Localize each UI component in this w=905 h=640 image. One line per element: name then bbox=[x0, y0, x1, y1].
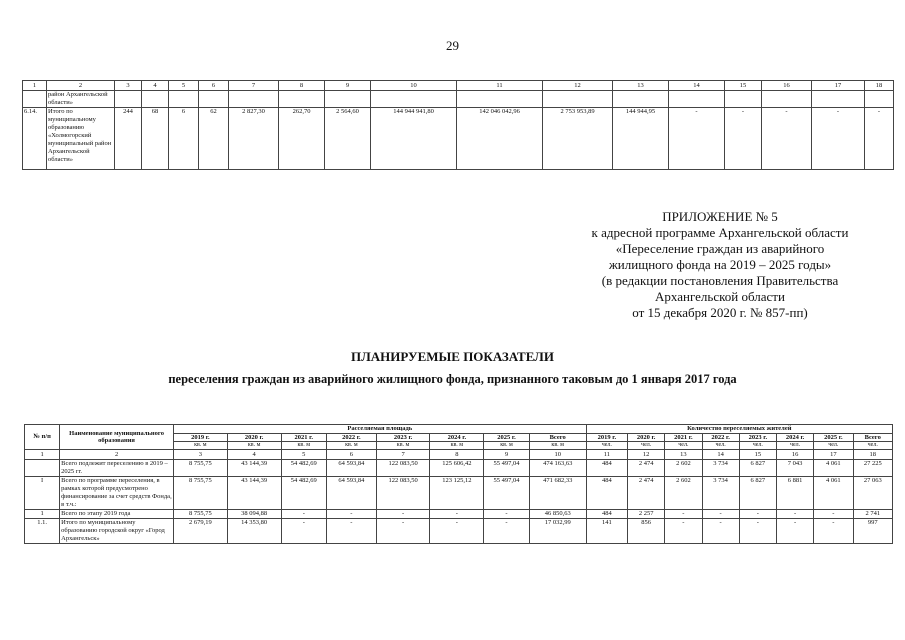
table-cell: 4 061 bbox=[814, 460, 853, 477]
column-number: 11 bbox=[586, 450, 627, 460]
column-number: 9 bbox=[325, 81, 371, 91]
column-number-row bbox=[23, 81, 894, 91]
table-cell: - bbox=[281, 519, 327, 544]
table-cell: - bbox=[484, 519, 530, 544]
table-cell: - bbox=[812, 108, 865, 170]
table-cell: - bbox=[669, 108, 725, 170]
header-unit: кв. м bbox=[227, 442, 281, 450]
column-number: 17 bbox=[812, 81, 865, 91]
table-row bbox=[23, 91, 894, 108]
table-cell: - bbox=[739, 519, 776, 544]
table-cell: 55 497,04 bbox=[484, 460, 530, 477]
table-cell: - bbox=[665, 510, 702, 519]
column-number: 4 bbox=[227, 450, 281, 460]
header-unit: чел. bbox=[702, 442, 739, 450]
table-cell: - bbox=[776, 519, 813, 544]
header-year: 2024 г. bbox=[776, 433, 813, 442]
table-cell: - bbox=[739, 510, 776, 519]
table-cell: 46 850,63 bbox=[529, 510, 586, 519]
appendix-line: Архангельской области bbox=[655, 289, 785, 304]
header-num: № п/п bbox=[25, 425, 60, 450]
header-year: 2025 г. bbox=[814, 433, 853, 442]
column-number: 11 bbox=[457, 81, 543, 91]
table-cell: - bbox=[702, 519, 739, 544]
table-cell: 856 bbox=[628, 519, 665, 544]
table-cell: 2 827,30 bbox=[229, 108, 279, 170]
table-cell: 17 032,99 bbox=[529, 519, 586, 544]
table-cell: 4 061 bbox=[814, 477, 853, 510]
table-cell: - bbox=[865, 108, 894, 170]
table-cell: 2 679,19 bbox=[173, 519, 227, 544]
column-number: 12 bbox=[543, 81, 613, 91]
table-cell: - bbox=[484, 510, 530, 519]
table-cell: 2 474 bbox=[628, 460, 665, 477]
document-title: ПЛАНИРУЕМЫЕ ПОКАЗАТЕЛИ bbox=[351, 349, 554, 364]
table-cell: 262,70 bbox=[279, 108, 325, 170]
table-row bbox=[23, 108, 894, 170]
table-cell: 3 734 bbox=[702, 460, 739, 477]
column-number: 5 bbox=[281, 450, 327, 460]
column-number: 10 bbox=[371, 81, 457, 91]
column-number: 14 bbox=[702, 450, 739, 460]
table-cell: - bbox=[376, 510, 430, 519]
table-row bbox=[25, 460, 893, 477]
header-year: 2024 г. bbox=[430, 433, 484, 442]
column-number: 15 bbox=[725, 81, 762, 91]
column-number: 3 bbox=[115, 81, 142, 91]
table-row bbox=[25, 519, 893, 544]
column-number: 14 bbox=[669, 81, 725, 91]
column-number: 5 bbox=[169, 81, 199, 91]
column-number: 18 bbox=[853, 450, 893, 460]
continuation-table bbox=[22, 80, 894, 170]
table-cell: - bbox=[725, 108, 762, 170]
row-name: район Архангельской области» bbox=[47, 91, 115, 108]
appendix-line: к адресной программе Архангельской области bbox=[591, 225, 849, 240]
table-cell: 474 163,63 bbox=[529, 460, 586, 477]
table-cell: 142 046 042,96 bbox=[457, 108, 543, 170]
table-cell: 54 482,69 bbox=[281, 477, 327, 510]
header-year: 2019 г. bbox=[586, 433, 627, 442]
header-unit: чел. bbox=[586, 442, 627, 450]
row-name: Итого по муниципальному образованию городской округ «Город Архангельск» bbox=[60, 519, 174, 544]
column-number-row bbox=[25, 450, 893, 460]
table-cell: - bbox=[430, 510, 484, 519]
table-cell: 6 827 bbox=[739, 460, 776, 477]
table-cell: 55 497,04 bbox=[484, 477, 530, 510]
header-unit: чел. bbox=[853, 442, 893, 450]
header-unit: чел. bbox=[665, 442, 702, 450]
table-cell: 2 474 bbox=[628, 477, 665, 510]
header-year: 2025 г. bbox=[484, 433, 530, 442]
column-number: 6 bbox=[327, 450, 377, 460]
header-area: Расселяемая площадь bbox=[173, 425, 586, 434]
header-unit: кв. м bbox=[529, 442, 586, 450]
table-cell: 2 753 953,89 bbox=[543, 108, 613, 170]
row-name: Всего по этапу 2019 года bbox=[60, 510, 174, 519]
table-cell: 43 144,39 bbox=[227, 460, 281, 477]
header-unit: чел. bbox=[776, 442, 813, 450]
table-cell: 2 564,60 bbox=[325, 108, 371, 170]
table-cell: 484 bbox=[586, 477, 627, 510]
table-cell: 144 944,95 bbox=[613, 108, 669, 170]
column-number: 8 bbox=[430, 450, 484, 460]
table-cell: 244 bbox=[115, 108, 142, 170]
table-cell: 471 682,33 bbox=[529, 477, 586, 510]
header-year: 2019 г. bbox=[173, 433, 227, 442]
table-cell: 62 bbox=[199, 108, 229, 170]
column-number: 9 bbox=[484, 450, 530, 460]
header-unit: кв. м bbox=[173, 442, 227, 450]
table-cell: 141 bbox=[586, 519, 627, 544]
table-cell: 7 043 bbox=[776, 460, 813, 477]
row-number: I bbox=[25, 477, 60, 510]
column-number: 17 bbox=[814, 450, 853, 460]
table-cell: - bbox=[762, 108, 812, 170]
table-cell: 2 741 bbox=[853, 510, 893, 519]
row-number: 1 bbox=[25, 510, 60, 519]
header-year: Всего bbox=[853, 433, 893, 442]
column-number: 7 bbox=[229, 81, 279, 91]
table-cell: - bbox=[281, 510, 327, 519]
table-cell: - bbox=[702, 510, 739, 519]
header-unit: чел. bbox=[628, 442, 665, 450]
table-cell: - bbox=[665, 519, 702, 544]
row-number: 1.1. bbox=[25, 519, 60, 544]
table-cell: - bbox=[430, 519, 484, 544]
column-number: 7 bbox=[376, 450, 430, 460]
table-cell: 3 734 bbox=[702, 477, 739, 510]
table-cell: 2 602 bbox=[665, 460, 702, 477]
column-number: 18 bbox=[865, 81, 894, 91]
table-cell: - bbox=[814, 510, 853, 519]
table-cell: 122 083,50 bbox=[376, 477, 430, 510]
table-cell: 484 bbox=[586, 460, 627, 477]
table-cell: - bbox=[327, 519, 377, 544]
table-cell: 8 755,75 bbox=[173, 510, 227, 519]
table-cell: - bbox=[814, 519, 853, 544]
header-year: 2022 г. bbox=[327, 433, 377, 442]
row-name: Итого по муниципальному образованию «Холмогорский муниципальный район Архангельской области» bbox=[47, 108, 115, 170]
header-year: 2021 г. bbox=[665, 433, 702, 442]
planned-indicators-table bbox=[24, 424, 893, 544]
column-number: 6 bbox=[199, 81, 229, 91]
header-year: Всего bbox=[529, 433, 586, 442]
table-cell: 54 482,69 bbox=[281, 460, 327, 477]
table-row bbox=[25, 477, 893, 510]
table-cell: 6 881 bbox=[776, 477, 813, 510]
column-number: 1 bbox=[23, 81, 47, 91]
header-name: Наименование муниципального образования bbox=[60, 425, 174, 450]
table-cell: 6 827 bbox=[739, 477, 776, 510]
table-cell: 27 225 bbox=[853, 460, 893, 477]
appendix-header bbox=[555, 209, 885, 321]
column-number: 13 bbox=[613, 81, 669, 91]
column-number: 2 bbox=[47, 81, 115, 91]
table-cell: 38 094,88 bbox=[227, 510, 281, 519]
table-cell: 144 944 941,80 bbox=[371, 108, 457, 170]
table-cell: 8 755,75 bbox=[173, 460, 227, 477]
appendix-line: жилищного фонда на 2019 – 2025 годы» bbox=[608, 257, 832, 272]
table-header-row bbox=[25, 425, 893, 434]
header-year: 2023 г. bbox=[376, 433, 430, 442]
header-unit: кв. м bbox=[376, 442, 430, 450]
column-number: 4 bbox=[142, 81, 169, 91]
header-unit: кв. м bbox=[281, 442, 327, 450]
column-number: 3 bbox=[173, 450, 227, 460]
appendix-line: «Переселение граждан из аварийного bbox=[615, 241, 825, 256]
appendix-line: ПРИЛОЖЕНИЕ № 5 bbox=[662, 209, 778, 224]
table-cell: 123 125,12 bbox=[430, 477, 484, 510]
table-cell: 8 755,75 bbox=[173, 477, 227, 510]
row-name: Всего по программе переселения, в рамках которой предусмотрено финансирование за счет средств Фонда, в т.ч.: bbox=[61, 477, 172, 508]
page-number: 29 bbox=[446, 38, 459, 53]
header-unit: чел. bbox=[814, 442, 853, 450]
table-cell: 64 593,84 bbox=[327, 460, 377, 477]
header-people: Количество переселяемых жителей bbox=[586, 425, 892, 434]
header-unit: кв. м bbox=[484, 442, 530, 450]
table-cell: - bbox=[776, 510, 813, 519]
table-cell: 43 144,39 bbox=[227, 477, 281, 510]
header-year: 2020 г. bbox=[628, 433, 665, 442]
column-number: 1 bbox=[25, 450, 60, 460]
column-number: 8 bbox=[279, 81, 325, 91]
column-number: 12 bbox=[628, 450, 665, 460]
header-unit: кв. м bbox=[430, 442, 484, 450]
row-name: Всего подлежит переселению в 2019 – 2025 гг. bbox=[60, 460, 174, 477]
column-number: 2 bbox=[60, 450, 174, 460]
table-cell: 27 063 bbox=[853, 477, 893, 510]
table-row bbox=[25, 510, 893, 519]
table-cell: 2 257 bbox=[628, 510, 665, 519]
table-cell: 997 bbox=[853, 519, 893, 544]
header-year: 2020 г. bbox=[227, 433, 281, 442]
table-cell: - bbox=[376, 519, 430, 544]
table-cell: - bbox=[327, 510, 377, 519]
column-number: 15 bbox=[739, 450, 776, 460]
column-number: 13 bbox=[665, 450, 702, 460]
row-number: 6.14. bbox=[23, 108, 47, 170]
appendix-line: от 15 декабря 2020 г. № 857-пп) bbox=[632, 305, 808, 320]
column-number: 16 bbox=[776, 450, 813, 460]
header-year: 2021 г. bbox=[281, 433, 327, 442]
table-cell: 68 bbox=[142, 108, 169, 170]
table-cell: 484 bbox=[586, 510, 627, 519]
table-cell: 125 606,42 bbox=[430, 460, 484, 477]
header-unit: кв. м bbox=[327, 442, 377, 450]
column-number: 16 bbox=[762, 81, 812, 91]
document-subtitle: переселения граждан из аварийного жилищного фонда, признанного таковым до 1 января 2017 года bbox=[168, 372, 737, 386]
table-cell: 6 bbox=[169, 108, 199, 170]
table-cell: 122 083,50 bbox=[376, 460, 430, 477]
column-number: 10 bbox=[529, 450, 586, 460]
table-cell: 64 593,84 bbox=[327, 477, 377, 510]
table-cell: 2 602 bbox=[665, 477, 702, 510]
table-cell: 14 353,80 bbox=[227, 519, 281, 544]
header-year: 2023 г. bbox=[739, 433, 776, 442]
header-unit: чел. bbox=[739, 442, 776, 450]
row-number bbox=[25, 460, 60, 477]
appendix-line: (в редакции постановления Правительства bbox=[601, 273, 839, 288]
header-year: 2022 г. bbox=[702, 433, 739, 442]
